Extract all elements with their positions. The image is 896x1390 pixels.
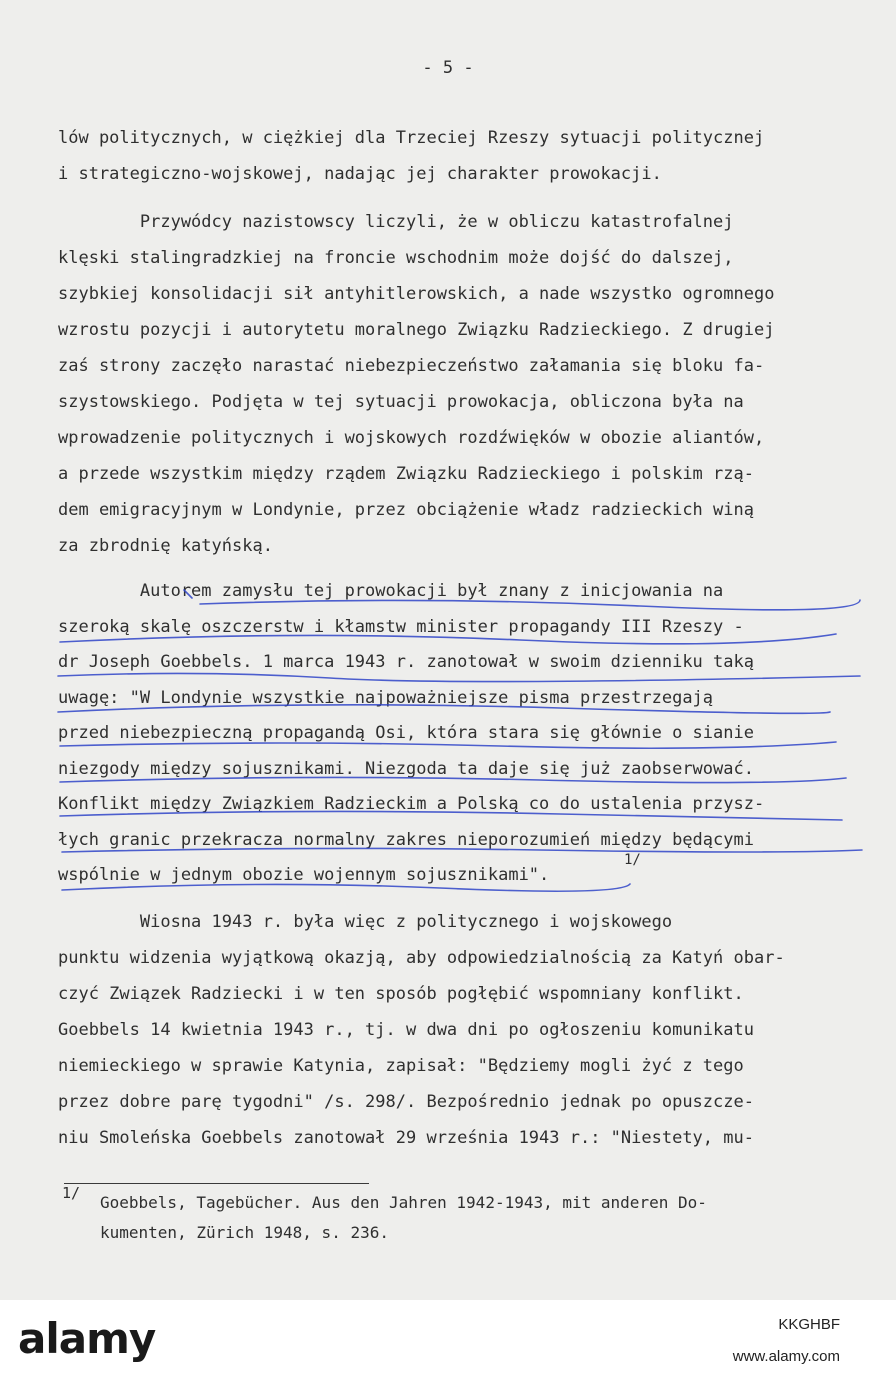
footnote-text: Goebbels, Tagebücher. Aus den Jahren 1942-1943, mit anderen Do- kumenten, Zürich 1948, s. 236.	[100, 1193, 707, 1242]
stock-watermark-bar	[0, 1300, 896, 1390]
paragraph-2: Przywódcy nazistowscy liczyli, że w obliczu katastrofalnej klęski stalingradzkiej na froncie wschodnim może dojść do dalszej, szybkiej konsolidacji sił antyhitlerowskich, a nade wszystko ogromnego wzrostu pozycji i autorytetu moralnego Związku Radzieckiego. Z drugiej zaś strony zaczęło narastać niebezpieczeństwo załamania się bloku fa- szystowskiego. Podjęta w tej sytuacji prowokacja, obliczona była na wprowadzenie politycznych i wojskowych rozdźwięków w obozie aliantów, a przede wszystkim między rządem Związku Radzieckiego i polskim rzą- dem emigracyjnym w Londynie, przez obciążenie władz radzieckich winą za zbrodnię katyńską.	[58, 212, 775, 556]
alamy-logo: alamy	[18, 1314, 156, 1363]
page-number: - 5 -	[422, 58, 474, 78]
footnote-divider	[64, 1183, 369, 1184]
watermark-url: www.alamy.com	[732, 1348, 840, 1365]
paragraph-3-underlined: Autorem zamysłu tej prowokacji był znany z inicjowania na szeroką skalę oszczerstw i kłamstw minister propagandy III Rzeszy - dr Joseph Goebbels. 1 marca 1943 r. zanotował w swoim dzienniku taką uwagę: "W Londynie wszystkie najpoważniejsze pisma przestrzegają przed niebezpieczną propagandą Osi, która stara się głównie o sianie niezgody między sojusznikami. Niezgoda ta daje się już zaobserwować. Konflikt między Związkiem Radzieckim a Polską co do ustalenia przysz- łych granic przekracza normalny zakres nieporozumień między będącymi wspólnie w jednym obozie wojennym sojusznikami".	[58, 581, 765, 885]
paragraph-1: lów politycznych, w ciężkiej dla Trzeciej Rzeszy sytuacji politycznej i strategiczno-wojskowej, nadając jej charakter prowokacji.	[58, 128, 765, 184]
footnote-marker: 1/	[62, 1184, 81, 1202]
paragraph-4: Wiosna 1943 r. była więc z politycznego i wojskowego punktu widzenia wyjątkową okazją, aby odpowiedzialnością za Katyń obar- czyć Związek Radziecki i w ten sposób pogłębić wspomniany konflikt. Goebbels 14 kwietnia 1943 r., tj. w dwa dni po ogłoszeniu komunikatu niemieckiego w sprawie Katynia, zapisał: "Będziemy mogli żyć z tego przez dobre parę tygodni" /s. 298/. Bezpośrednio jednak po opuszcze- niu Smoleńska Goebbels zanotował 29 września 1943 r.: "Niestety, mu-	[58, 912, 785, 1148]
image-id: KKGHBF	[778, 1316, 840, 1333]
footnote-reference: 1/	[624, 852, 641, 868]
